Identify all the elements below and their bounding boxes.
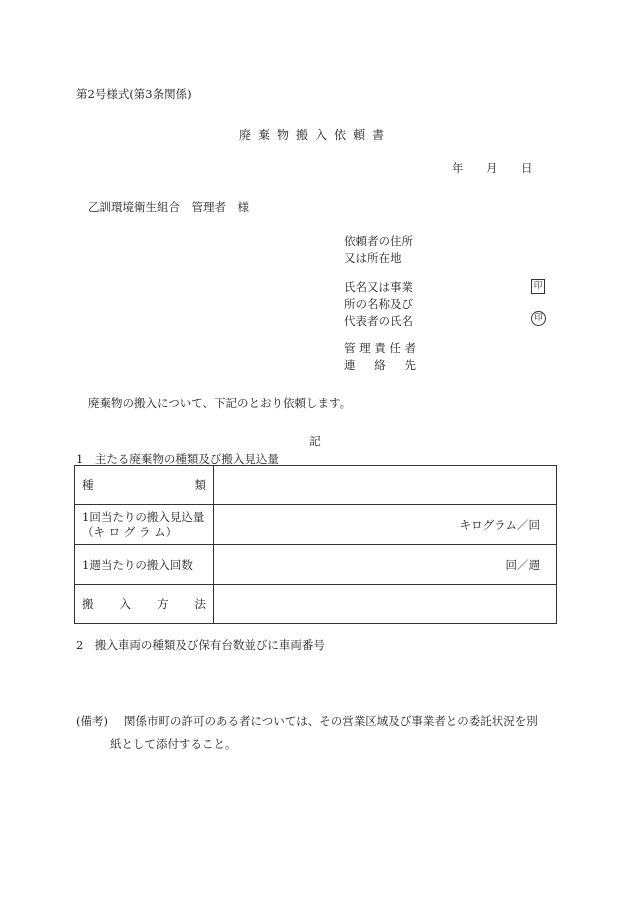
note-head: (備考) [76,714,108,728]
addressee: 乙訓環境衛生組合 管理者 様 [88,200,249,214]
date-month-label: 月 [486,161,498,175]
contact-char: 先 [404,358,416,372]
table-row [75,466,557,505]
address-label-line2: 又は所在地 [344,251,402,265]
type-field[interactable] [214,466,557,505]
method-field[interactable] [214,585,557,624]
manager-char: 責 [374,341,386,355]
address-label-line1: 依頼者の住所 [344,234,413,248]
document-title: 廃棄物搬入依頼書 [238,128,391,142]
table-row [75,585,557,624]
seal-round-icon: 印 [531,311,546,326]
name-label-line2: 所の名称及び [344,297,413,311]
table-row [75,505,557,545]
contact-char: 連 [344,358,356,372]
row-label-frequency: 1週当たりの搬入回数 [75,545,214,585]
row-label-type: 種 類 [75,466,214,505]
row-label-method: 搬 入 方 法 [75,585,214,624]
amount-field[interactable]: キログラム／回 [214,505,557,545]
name-label-line1: 氏名又は事業 [344,280,413,294]
section2-heading: 2 搬入車両の種類及び保有台数並びに車両番号 [76,638,325,652]
form-number: 第2号様式(第3条関係) [76,87,192,101]
ki-heading: 記 [309,434,321,448]
waste-table [74,465,557,624]
manager-label [344,340,416,374]
manager-char: 理 [359,341,371,355]
note-line2: 紙として添付すること。 [110,737,237,751]
table-row [75,545,557,585]
date-year-label: 年 [452,161,464,175]
seal-square-icon: 印 [531,279,545,294]
name-label [344,279,413,330]
section1-heading: 1 主たる廃棄物の種類及び搬入見込量 [76,452,279,466]
contact-char: 絡 [374,358,386,372]
address-label [344,233,413,267]
intro-text: 廃棄物の搬入について、下記のとおり依頼します。 [88,396,352,410]
date-day-label: 日 [521,161,533,175]
name-label-line3: 代表者の氏名 [344,314,413,328]
row-label-amount: 1回当たりの搬入見込量 （キ ロ グ ラ ム） [75,505,214,545]
frequency-field[interactable]: 回／週 [214,545,557,585]
manager-char: 者 [404,341,416,355]
note-line1: 関係市町の許可のある者については、その営業区域及び事業者との委託状況を別 [124,714,538,728]
manager-char: 管 [344,341,356,355]
manager-char: 任 [389,341,401,355]
